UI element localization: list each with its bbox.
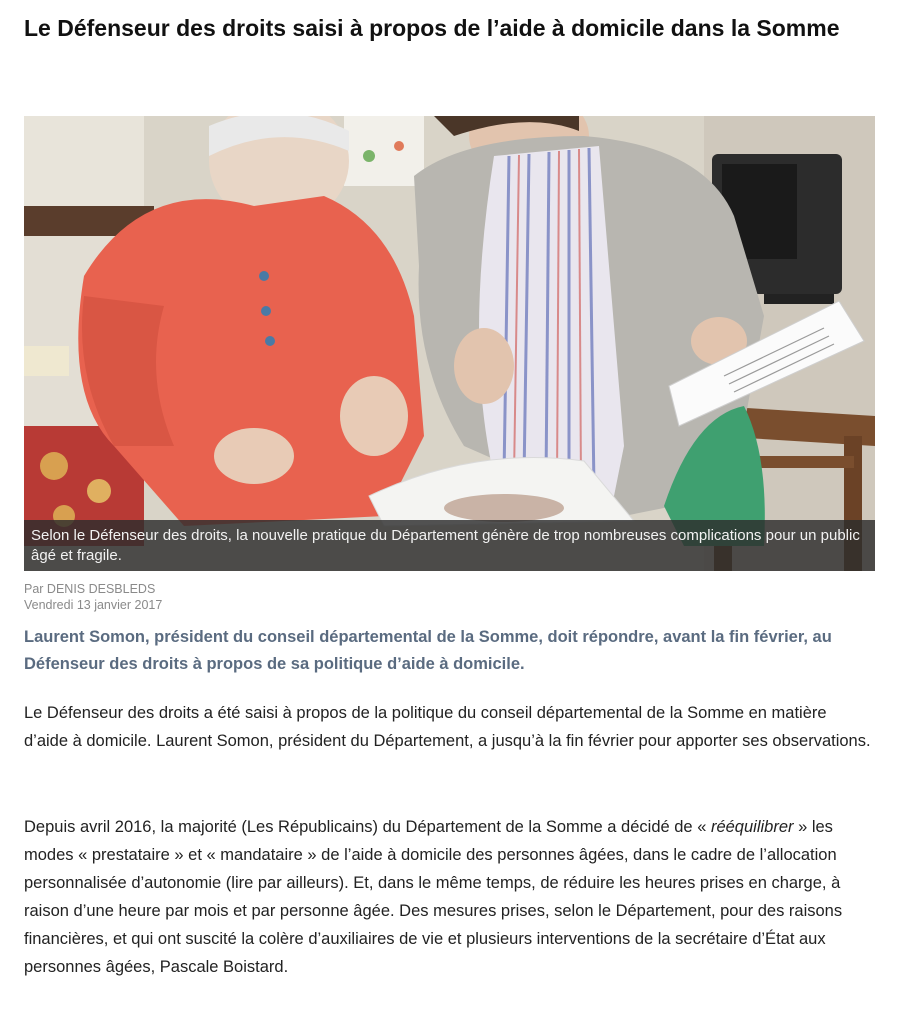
photo-caption: Selon le Défenseur des droits, la nouvelle pratique du Département génère de trop nombreuses complications pour un public âgé et fragile.: [24, 520, 875, 571]
byline-author: Par DENIS DESBLEDS: [24, 582, 156, 596]
article-lead: Laurent Somon, président du conseil départemental de la Somme, doit répondre, avant la fin février, au Défenseur des droits à propos de sa politique d’aide à domicile.: [24, 628, 832, 673]
article-paragraph: [24, 813, 874, 981]
article-photo: [24, 116, 875, 571]
article-title: Le Défenseur des droits saisi à propos de l’aide à domicile dans la Somme: [24, 15, 840, 41]
article-paragraph: Le Défenseur des droits a été saisi à propos de la politique du conseil départemental de la Somme en matière d’aide à domicile. Laurent Somon, président du Département, a jusqu’à la fin février pour apporter ses observations.: [24, 704, 871, 750]
photo-illustration: [24, 116, 875, 571]
byline: [24, 581, 162, 613]
paragraph-text: Depuis avril 2016, la majorité (Les Républicains) du Département de la Somme a décidé de «: [24, 818, 711, 836]
paragraph-text: » les modes « prestataire » et « mandataire » de l’aide à domicile des personnes âgées, dans le cadre de l’allocation personnalisée d’autonomie (lire par ailleurs). Et, dans le même temps, de réduire les heures prises en charge, à raison d’une heure par mois et par personne âgée. Des mesures prises, selon le Département, pour des raisons financières, et qui ont suscité la colère d’auxiliaires de vie et plusieurs interventions de la secrétaire d’État aux personnes âgées, Pascale Boistard.: [24, 818, 843, 976]
paragraph-emphasis: rééquilibrer: [710, 818, 794, 836]
byline-date: Vendredi 13 janvier 2017: [24, 598, 163, 612]
